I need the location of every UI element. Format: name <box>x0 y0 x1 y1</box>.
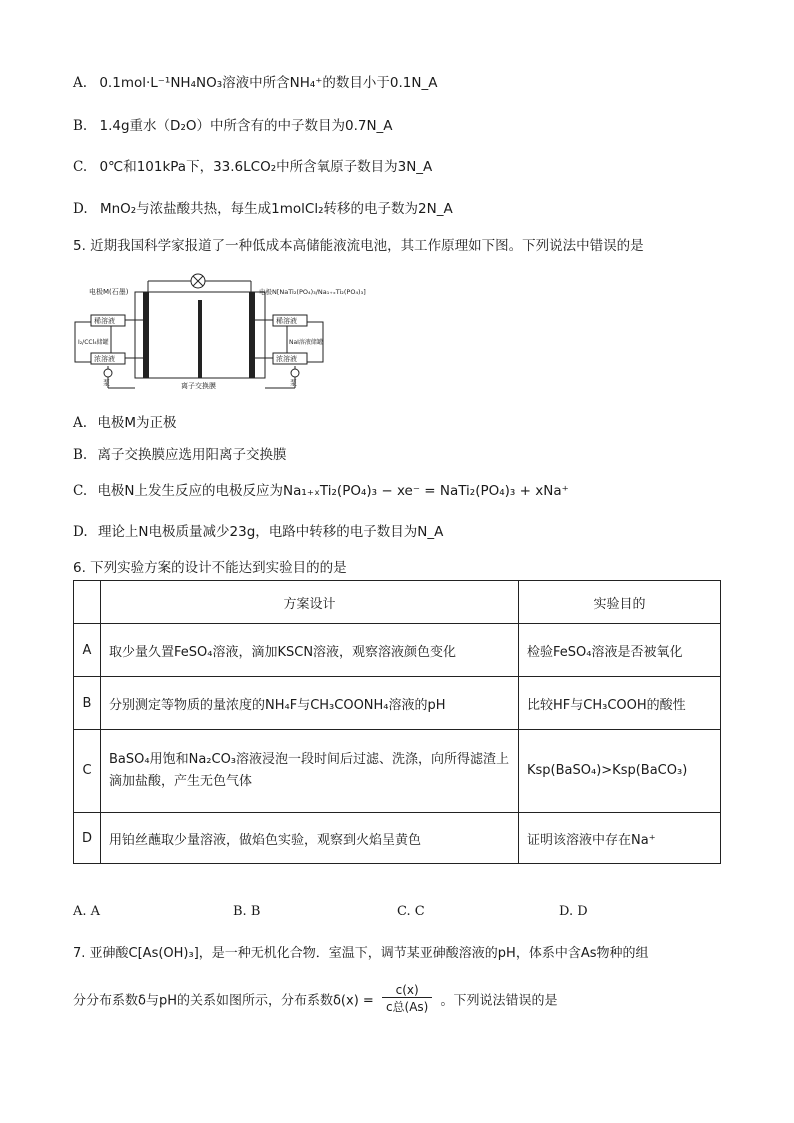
q5-option-a: A. 电极M为正极 <box>73 415 177 431</box>
table-row: A 取少量久置FeSO₄溶液，滴加KSCN溶液，观察溶液颜色变化 检验FeSO₄溶液是否被氧化 <box>74 624 721 677</box>
q4-option-b-text: 1.4g重水（D₂O）中所含有的中子数目为0.7N_A <box>99 118 393 134</box>
lamp-icon <box>191 274 205 288</box>
svg-text:泵: 泵 <box>103 379 110 387</box>
q4-option-c: C. 0℃和101kPa下，33.6LCO₂中所含氧原子数目为3N_A <box>73 159 433 175</box>
experiment-table <box>73 580 721 864</box>
svg-text:泵: 泵 <box>290 379 297 387</box>
pump-left-icon <box>104 369 112 377</box>
table-row: B 分别测定等物质的量浓度的NH₄F与CH₃COONH₄溶液的pH 比较HF与CH₃COOH的酸性 <box>74 677 721 730</box>
answer-c: C. C <box>397 904 425 919</box>
q6-stem: 6. 下列实验方案的设计不能达到实验目的的是 <box>73 560 347 576</box>
svg-text:浓溶液: 浓溶液 <box>276 355 297 363</box>
q5-option-c: C. 电极N上发生反应的电极反应为Na₁₊ₓTi₂(PO₄)₃ − xe⁻ = NaTi₂(PO₄)₃ + xNa⁺ <box>73 483 569 499</box>
q7-line2: 分分布系数δ与pH的关系如图所示，分布系数δ(x) = c(x) c总(As) 。下列说法错误的是 <box>73 983 558 1014</box>
fraction-denominator: c总(As) <box>385 1000 429 1014</box>
q4-option-c-text: 0℃和101kPa下，33.6LCO₂中所含氧原子数目为3N_A <box>99 159 433 175</box>
table-row: C BaSO₄用饱和Na₂CO₃溶液浸泡一段时间后过滤、洗涤，向所得滤渣上滴加盐酸，产生无色气体 Ksp(BaSO₄)>Ksp(BaCO₃) <box>74 730 721 813</box>
answer-b: B. B <box>233 904 261 919</box>
q5-stem: 5. 近期我国科学家报道了一种低成本高储能液流电池，其工作原理如下图。下列说法中错误的是 <box>73 238 644 254</box>
q4-option-a-text: 0.1mol·L⁻¹NH₄NO₃溶液中所含NH₄⁺的数目小于0.1N_A <box>99 75 438 91</box>
answer-a: A. A <box>73 904 101 919</box>
flow-battery-diagram <box>73 270 403 395</box>
svg-text:NaI溶液储罐: NaI溶液储罐 <box>289 339 323 346</box>
header-design: 方案设计 <box>101 581 519 624</box>
svg-text:稀溶液: 稀溶液 <box>276 317 297 325</box>
q4-option-a: A. 0.1mol·L⁻¹NH₄NO₃溶液中所含NH₄⁺的数目小于0.1N_A <box>73 75 438 91</box>
fraction-numerator: c(x) <box>382 983 432 998</box>
table-header-row <box>74 581 721 624</box>
electrode-n-label: 电极N[NaTi₂(PO₄)₃/Na₁₊ₓTi₂(PO₄)₃] <box>259 288 366 296</box>
electrode-m <box>143 292 149 378</box>
q7-line1: 7. 亚砷酸C[As(OH)₃]，是一种无机化合物．室温下，调节某亚砷酸溶液的pH，体系中含As物种的组 <box>73 946 649 961</box>
distribution-fraction <box>382 983 432 1015</box>
svg-text:I₂/CCl₄储罐: I₂/CCl₄储罐 <box>78 339 109 346</box>
q4-option-d-text: MnO₂与浓盐酸共热，每生成1molCl₂转移的电子数为2N_A <box>99 201 453 217</box>
header-purpose: 实验目的 <box>519 581 721 624</box>
ion-exchange-membrane <box>198 300 202 378</box>
pump-right-icon <box>291 369 299 377</box>
q5-option-b: B. 离子交换膜应选用阳离子交换膜 <box>73 447 287 463</box>
answer-d: D. D <box>559 904 588 919</box>
q4-option-d: D. MnO₂与浓盐酸共热，每生成1molCl₂转移的电子数为2N_A <box>73 201 453 217</box>
svg-text:浓溶液: 浓溶液 <box>94 355 115 363</box>
svg-text:稀溶液: 稀溶液 <box>94 317 115 325</box>
table-row: D 用铂丝蘸取少量溶液，做焰色实验，观察到火焰呈黄色 证明该溶液中存在Na⁺ <box>74 813 721 864</box>
q4-option-b: B. 1.4g重水（D₂O）中所含有的中子数目为0.7N_A <box>73 118 393 134</box>
q5-option-d: D. 理论上N电极质量减少23g，电路中转移的电子数目为N_A <box>73 524 444 540</box>
electrode-m-label: 电极M(石墨) <box>89 288 129 296</box>
electrode-n <box>249 292 255 378</box>
membrane-label: 离子交换膜 <box>181 382 216 390</box>
